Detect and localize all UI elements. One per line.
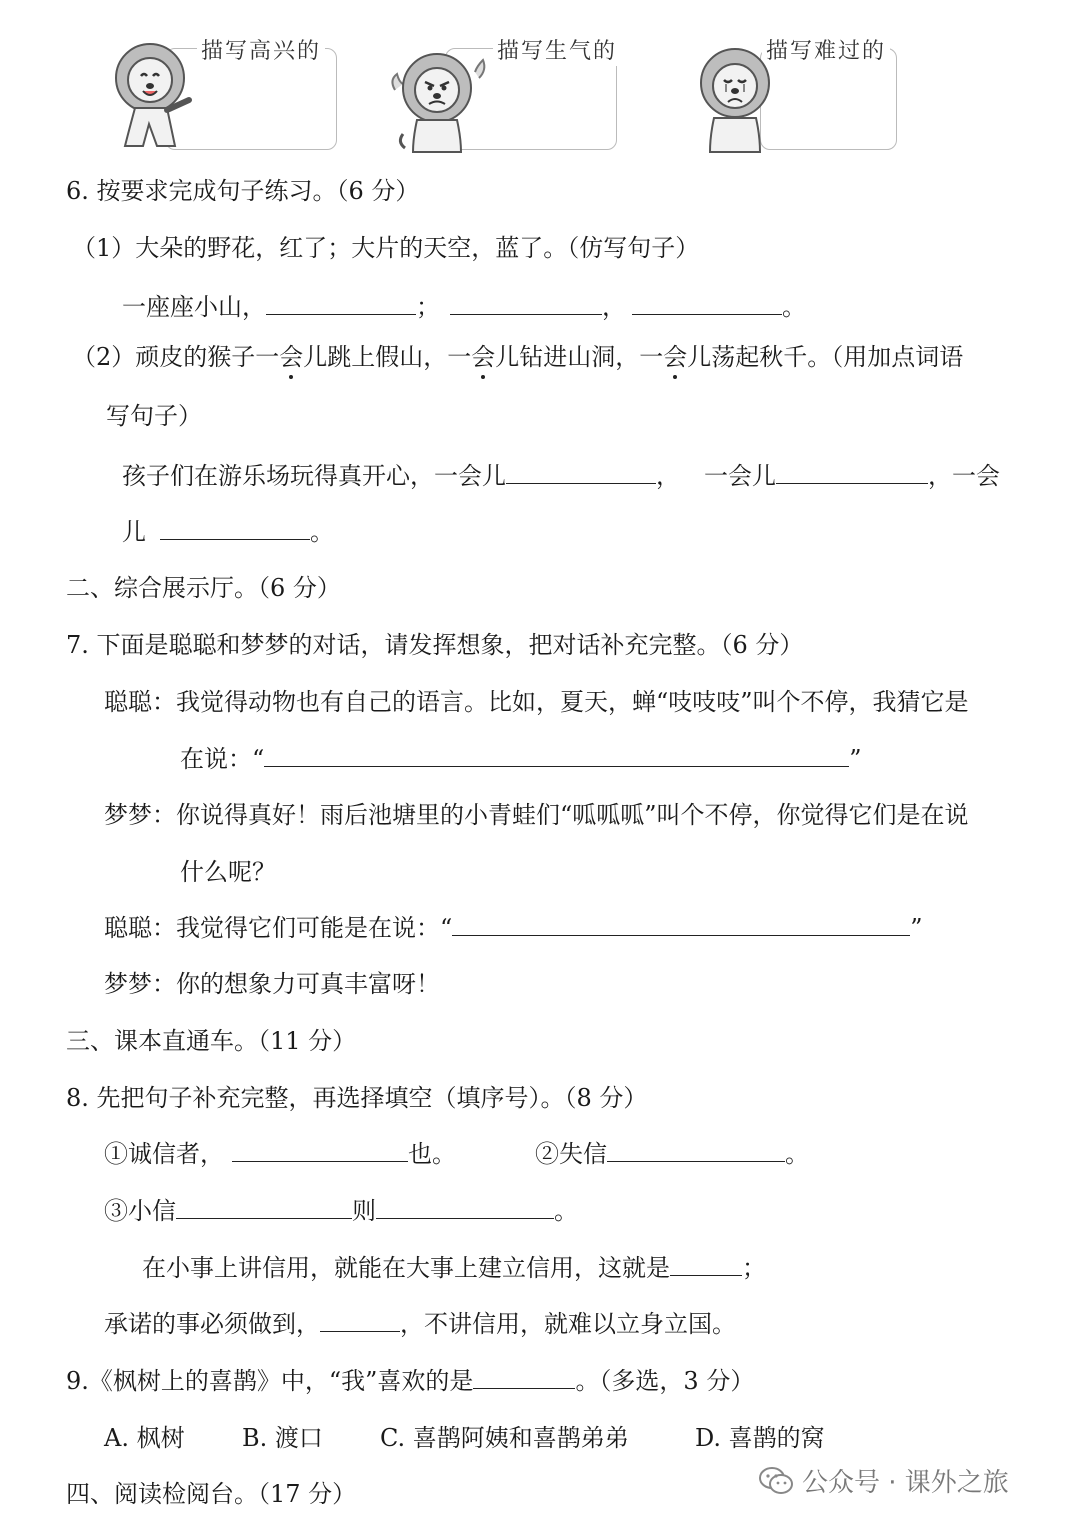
text: ，不讲信用，就难以立身立国。	[400, 1310, 736, 1338]
q8-item1	[104, 1138, 456, 1170]
punct: ，	[602, 293, 626, 321]
watermark-text: 公众号 · 课外之旅	[802, 1468, 1009, 1498]
blank-6[interactable]	[160, 517, 310, 540]
blank-15[interactable]	[473, 1366, 575, 1389]
blank-1[interactable]	[266, 292, 416, 315]
q6-fill-row1	[122, 291, 806, 323]
blank-10[interactable]	[607, 1139, 785, 1162]
dot-word: 一会儿	[255, 343, 328, 371]
dialog-1b	[180, 743, 862, 775]
q6-fill-row3	[122, 516, 334, 548]
watermark	[758, 1462, 1009, 1499]
text: ②失信	[535, 1140, 607, 1168]
q6-title: 6. 按要求完成句子练习。（6 分）	[66, 177, 420, 205]
blank-5[interactable]	[776, 461, 928, 484]
text: 孩子们在游乐场玩得真开心，一会儿	[122, 462, 506, 490]
punct: ，	[656, 462, 680, 490]
q8-item3	[104, 1195, 578, 1227]
blank-8[interactable]	[452, 913, 910, 936]
q9-option-b[interactable]: B. 渡口	[242, 1424, 323, 1452]
text: 一会儿	[704, 462, 776, 490]
text: 则	[352, 1197, 376, 1225]
punct: ；	[742, 1254, 766, 1282]
q9-option-c[interactable]: C. 喜鹊阿姨和喜鹊弟弟	[380, 1424, 629, 1452]
blank-12[interactable]	[376, 1196, 554, 1219]
text: 在小事上讲信用，就能在大事上建立信用，这就是	[142, 1254, 670, 1282]
q7-title: 7. 下面是聪聪和梦梦的对话，请发挥想象，把对话补充完整。（6 分）	[66, 631, 804, 659]
card-label: 描写难过的	[762, 38, 890, 66]
text: ③小信	[104, 1197, 176, 1225]
text: ，一会	[928, 462, 1000, 490]
text: ①诚信者，	[104, 1140, 224, 1168]
dialog-2b: 什么呢？	[180, 858, 276, 886]
blank-4[interactable]	[506, 461, 656, 484]
dialog-2: 梦梦：你说得真好！雨后池塘里的小青蛙们“呱呱呱”叫个不停，你觉得它们是在说	[104, 801, 969, 829]
blank-9[interactable]	[232, 1139, 408, 1162]
q8-title: 8. 先把句子补充完整，再选择填空（填序号）。（8 分）	[66, 1084, 648, 1112]
q9-option-d[interactable]: D. 喜鹊的窝	[695, 1424, 825, 1452]
blank-3[interactable]	[632, 292, 782, 315]
text: 钻进山洞，	[519, 343, 640, 371]
dotted-word	[255, 343, 327, 371]
q6-sentence1: （1）大朵的野花，红了；大片的天空，蓝了。（仿写句子）	[72, 234, 700, 262]
dot-word: 一会儿	[639, 343, 712, 371]
wechat-icon	[758, 1466, 794, 1496]
blank-11[interactable]	[176, 1196, 352, 1219]
text: 儿	[122, 518, 146, 546]
q8-item2	[535, 1138, 809, 1170]
blank-13[interactable]	[670, 1253, 742, 1276]
punct: ”	[849, 745, 862, 773]
dialog-4: 梦梦：你的想象力可真丰富呀！	[104, 970, 440, 998]
text: 。（多选，3 分）	[575, 1367, 755, 1395]
text: 也。	[408, 1140, 456, 1168]
q9-title	[66, 1365, 754, 1397]
card-angry	[385, 38, 635, 153]
punct: 。	[782, 293, 806, 321]
text: 。	[785, 1140, 809, 1168]
q8-para2	[104, 1308, 736, 1340]
card-label: 描写生气的	[493, 38, 621, 66]
card-label: 描写高兴的	[197, 38, 325, 66]
sad-lion-icon	[690, 38, 785, 158]
section4-title: 四、阅读检阅台。（17 分）	[66, 1480, 357, 1508]
text: 在说：“	[180, 745, 265, 773]
text: 荡起秋千。（用加点词语	[711, 343, 964, 371]
q9-option-a[interactable]: A. 枫树	[104, 1424, 185, 1452]
text: 跳上假山，	[327, 343, 448, 371]
punct: ；	[416, 293, 440, 321]
punct: 。	[310, 518, 334, 546]
blank-7[interactable]	[264, 744, 849, 767]
dialog-3	[104, 912, 923, 944]
section2-title: 二、综合展示厅。（6 分）	[66, 574, 341, 602]
q8-para1	[142, 1252, 766, 1284]
text: 承诺的事必须做到，	[104, 1310, 320, 1338]
blank-2[interactable]	[450, 292, 602, 315]
blank-14[interactable]	[320, 1309, 400, 1332]
text: 9.《枫树上的喜鹊》中，“我”喜欢的是	[66, 1367, 474, 1395]
q6-sentence2	[72, 341, 963, 373]
q6-sentence2-cont: 写句子）	[106, 402, 202, 430]
q6-fill-row2	[122, 460, 1000, 492]
text: （2）顽皮的猴子	[72, 343, 256, 371]
happy-lion-icon	[105, 38, 200, 153]
punct: ”	[910, 914, 923, 942]
text: 。	[554, 1197, 578, 1225]
dot-word: 一会儿	[447, 343, 520, 371]
angry-lion-icon	[385, 38, 495, 158]
card-happy	[105, 38, 355, 153]
text: 聪聪：我觉得它们可能是在说：“	[104, 914, 453, 942]
dialog-1: 聪聪：我觉得动物也有自己的语言。比如，夏天，蝉“吱吱吱”叫个不停，我猜它是	[104, 688, 969, 716]
card-sad	[690, 38, 940, 153]
fill-prefix: 一座座小山，	[122, 293, 266, 321]
section3-title: 三、课本直通车。（11 分）	[66, 1027, 357, 1055]
